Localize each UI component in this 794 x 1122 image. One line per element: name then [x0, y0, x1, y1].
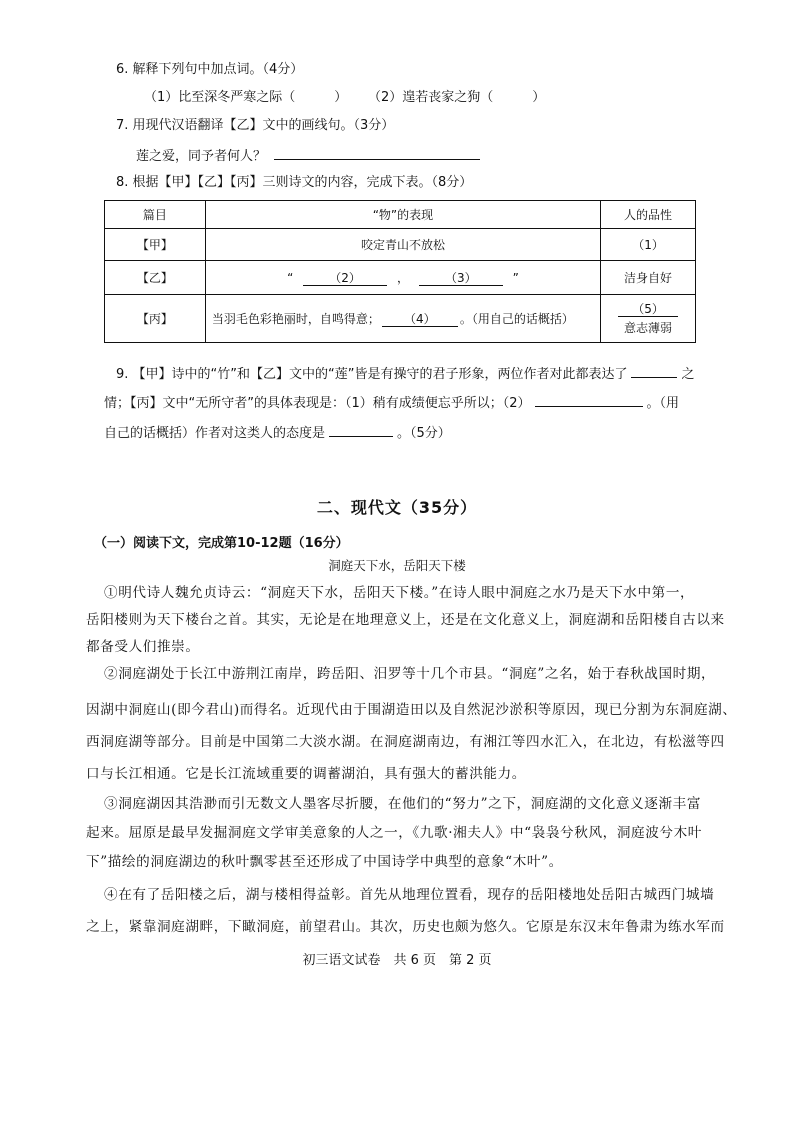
q8-row2-label: 【乙】 [105, 261, 206, 295]
paragraph-line: 下”描绘的洞庭湖边的秋叶飘零甚至还形成了中国诗学中典型的意象“木叶”。 [86, 854, 563, 870]
q8-blank-4[interactable]: （4） [382, 313, 458, 327]
q8-table-header [105, 201, 696, 229]
paragraph-line: 都备受人们推崇。 [86, 639, 200, 655]
q8-row2-content [205, 261, 600, 295]
q8-row1-label: 【甲】 [105, 229, 206, 261]
q9-text-3a: 自己的话概括）作者对这类人的态度是 [104, 426, 326, 441]
q6-stem: 6. 解释下列句中加点词。（4分） [116, 62, 304, 77]
q8-header-trait: 人的品性 [601, 201, 696, 229]
paragraph-line: 之上，紧靠洞庭湖畔，下瞰洞庭，前望君山。其次，历史也颇为悠久。它原是东汉末年鲁肃为练水军而 [86, 919, 725, 935]
q9-text-1a: 9. 【甲】诗中的“竹”和【乙】文中的“莲”皆是有操守的君子形象，两位作者对此都表达了 [116, 367, 628, 382]
q8-stem: 8. 根据【甲】【乙】【丙】三则诗文的内容，完成下表。（8分） [116, 175, 473, 190]
q9-blank-3[interactable] [329, 423, 393, 437]
q8-row3-trait: 意志薄弱 [624, 320, 673, 335]
paragraph-line: ④在有了岳阳楼之后，湖与楼相得益彰。首先从地理位置看，现存的岳阳楼地处岳阳古城西门城墙 [104, 887, 715, 903]
q9-text-1b: 之 [681, 367, 695, 382]
q8-blank-5[interactable]: （5） [618, 303, 678, 317]
comma: ， [396, 271, 409, 285]
paragraph-line: ②洞庭湖处于长江中游荆江南岸，跨岳阳、汨罗等十几个市县。“洞庭”之名，始于春秋战国时期， [104, 666, 716, 682]
q9-blank-2[interactable] [535, 393, 643, 407]
q9-line-2 [104, 393, 679, 413]
q8-row-bing [105, 295, 696, 343]
open-quote: “ [287, 271, 294, 285]
q9-text-2b: 。（用 [646, 396, 680, 411]
q8-row3-trait-cell [601, 295, 696, 343]
section-subtitle: （一）阅读下文，完成第10-12题（16分） [94, 536, 349, 551]
q8-row3-trait-blank-wrap [601, 300, 695, 318]
paragraph-line: 起来。屈原是最早发掘洞庭文学审美意象的人之一，《九歌·湘夫人》中“袅袅兮秋风，洞庭波兮木叶 [86, 825, 702, 841]
q8-blank-2[interactable]: （2） [303, 272, 387, 286]
paragraph-line: 口与长江相通。它是长江流域重要的调蓄湖泊，具有强大的蓄洪能力。 [86, 766, 527, 782]
q8-header-thing: “物”的表现 [205, 201, 600, 229]
q8-row2-trait: 洁身自好 [601, 261, 696, 295]
q8-row3-text-a: 当羽毛色彩艳丽时，自鸣得意； [211, 312, 380, 326]
q8-row1-trait: （1） [601, 229, 696, 261]
q7-answer-blank[interactable] [274, 146, 480, 160]
q9-blank-1[interactable] [631, 364, 677, 378]
q8-row1-content: 咬定青山不放松 [205, 229, 600, 261]
q8-row3-label: 【丙】 [105, 295, 206, 343]
q9-line-1 [116, 364, 695, 384]
q7-sentence: 莲之爱，同予者何人？ [136, 149, 267, 164]
q6-item-2: （2）遑若丧家之狗（ ） [368, 90, 546, 105]
paragraph-line: 西洞庭湖等部分。目前是中国第二大淡水湖。在洞庭湖南边，有湘江等四水汇入，在北边，有松滋等四 [86, 734, 725, 750]
q8-blank-3[interactable]: （3） [419, 272, 503, 286]
close-quote: ” [512, 271, 519, 285]
section-title: 二、现代文（35分） [316, 498, 478, 517]
q8-row-jia [105, 229, 696, 261]
q7-sentence-line [136, 146, 480, 166]
q8-row-yi [105, 261, 696, 295]
q9-text-3b: 。（5分） [397, 426, 451, 441]
q9-text-2a: 情；【丙】文中“无所守者”的具体表现是：（1）稍有成绩便忘乎所以；（2） [104, 396, 531, 411]
q8-table [104, 200, 696, 343]
q9-line-3 [104, 423, 451, 443]
q8-row3-text-b: 。（用自己的话概括） [459, 312, 574, 326]
article-title: 洞庭天下水，岳阳天下楼 [328, 558, 466, 573]
paragraph-line: 因湖中洞庭山(即今君山)而得名。近现代由于围湖造田以及自然泥沙淤积等原因，现已分割为东洞庭湖、 [86, 702, 737, 718]
paragraph-line: 岳阳楼则为天下楼台之首。其实，无论是在地理意义上，还是在文化意义上，洞庭湖和岳阳楼自古以来 [86, 612, 725, 628]
q6-item-1: （1）比至深冬严寒之际（ ） [144, 90, 348, 105]
paragraph-line: ③洞庭湖因其浩渺而引无数文人墨客尽折腰，在他们的“努力”之下，洞庭湖的文化意义逐渐丰富 [104, 796, 702, 812]
q8-row3-content [205, 295, 600, 343]
page-footer: 初三语文试卷 共 6 页 第 2 页 [302, 953, 492, 968]
q8-header-title: 篇目 [105, 201, 206, 229]
paragraph-line: ①明代诗人魏允贞诗云：“洞庭天下水，岳阳天下楼。”在诗人眼中洞庭之水乃是天下水中第一， [104, 585, 695, 601]
q7-stem: 7. 用现代汉语翻译【乙】文中的画线句。（3分） [116, 118, 395, 133]
